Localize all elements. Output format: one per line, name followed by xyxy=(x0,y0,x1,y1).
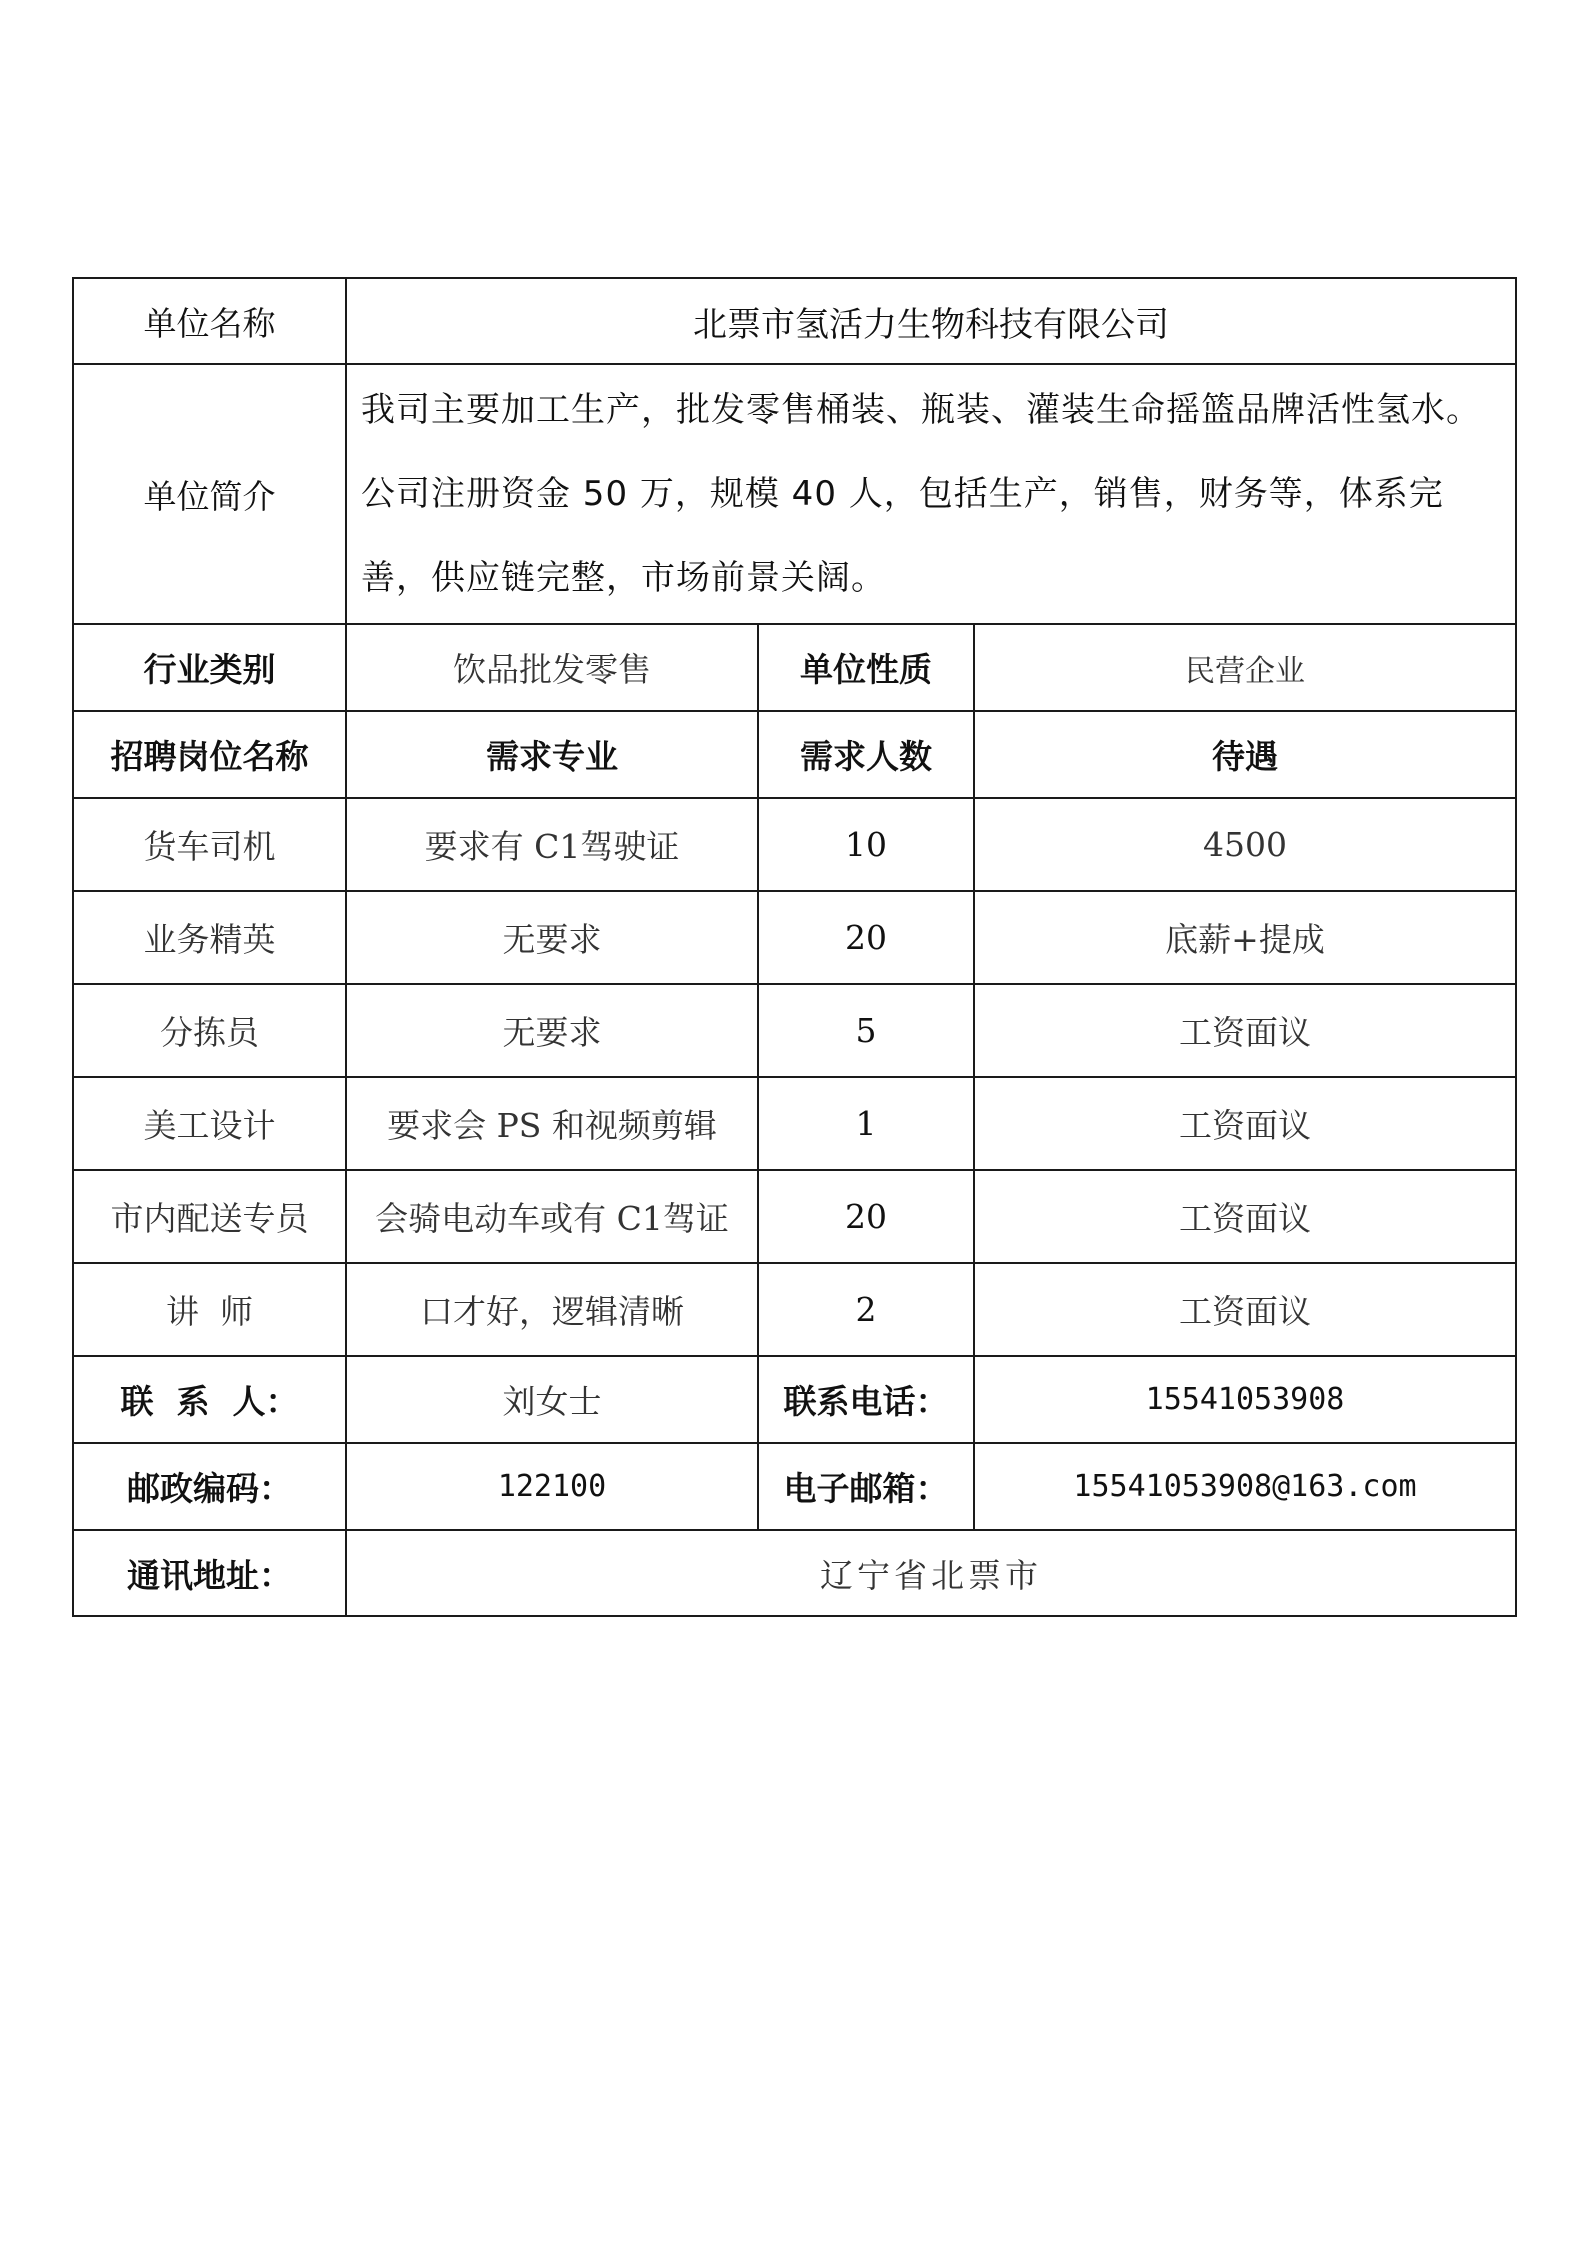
job-count: 5 xyxy=(758,984,974,1077)
company-intro-label: 单位简介 xyxy=(73,364,346,624)
job-count: 10 xyxy=(758,798,974,891)
company-name-row xyxy=(73,278,1516,364)
job-major: 无要求 xyxy=(346,984,758,1077)
job-pay: 工资面议 xyxy=(974,1263,1516,1356)
contact-person-value: 刘女士 xyxy=(346,1356,758,1443)
industry-value: 饮品批发零售 xyxy=(346,624,758,711)
email-value: 15541053908@163.com xyxy=(974,1443,1516,1530)
job-title: 分拣员 xyxy=(73,984,346,1077)
postcode-label: 邮政编码： xyxy=(73,1443,346,1530)
job-row xyxy=(73,984,1516,1077)
address-value: 辽宁省北票市 xyxy=(346,1530,1516,1616)
job-title-header: 招聘岗位名称 xyxy=(73,711,346,798)
company-intro-row xyxy=(73,364,1516,624)
job-title: 讲 师 xyxy=(73,1263,346,1356)
job-title: 业务精英 xyxy=(73,891,346,984)
job-count: 1 xyxy=(758,1077,974,1170)
company-name-label: 单位名称 xyxy=(73,278,346,364)
job-major: 要求有 C1驾驶证 xyxy=(346,798,758,891)
job-pay: 4500 xyxy=(974,798,1516,891)
job-pay: 工资面议 xyxy=(974,1077,1516,1170)
company-name-value: 北票市氢活力生物科技有限公司 xyxy=(346,278,1516,364)
email-label: 电子邮箱： xyxy=(758,1443,974,1530)
job-title: 货车司机 xyxy=(73,798,346,891)
job-row xyxy=(73,1170,1516,1263)
industry-label: 行业类别 xyxy=(73,624,346,711)
nature-value: 民营企业 xyxy=(974,624,1516,711)
job-major: 要求会 PS 和视频剪辑 xyxy=(346,1077,758,1170)
contact-phone-value: 15541053908 xyxy=(974,1356,1516,1443)
address-row xyxy=(73,1530,1516,1616)
job-major: 无要求 xyxy=(346,891,758,984)
job-pay: 工资面议 xyxy=(974,984,1516,1077)
job-title: 美工设计 xyxy=(73,1077,346,1170)
address-label: 通讯地址： xyxy=(73,1530,346,1616)
recruitment-info-table xyxy=(72,277,1517,1617)
company-intro-value: 我司主要加工生产，批发零售桶装、瓶装、灌装生命摇篮品牌活性氢水。公司注册资金 50 万，规模 40 人，包括生产，销售，财务等，体系完善，供应链完整，市场前景关阔。 xyxy=(346,364,1516,624)
contact-person-label: 联 系 人： xyxy=(73,1356,346,1443)
job-row xyxy=(73,1263,1516,1356)
jobs-header-row xyxy=(73,711,1516,798)
industry-row xyxy=(73,624,1516,711)
postcode-value: 122100 xyxy=(346,1443,758,1530)
job-pay-header: 待遇 xyxy=(974,711,1516,798)
job-major: 会骑电动车或有 C1驾证 xyxy=(346,1170,758,1263)
contact-phone-label: 联系电话： xyxy=(758,1356,974,1443)
job-major-header: 需求专业 xyxy=(346,711,758,798)
contact-person-row xyxy=(73,1356,1516,1443)
job-row xyxy=(73,891,1516,984)
job-pay: 底薪+提成 xyxy=(974,891,1516,984)
nature-label: 单位性质 xyxy=(758,624,974,711)
job-row xyxy=(73,798,1516,891)
job-count: 20 xyxy=(758,1170,974,1263)
job-title: 市内配送专员 xyxy=(73,1170,346,1263)
job-major: 口才好，逻辑清晰 xyxy=(346,1263,758,1356)
job-count-header: 需求人数 xyxy=(758,711,974,798)
job-row xyxy=(73,1077,1516,1170)
job-pay: 工资面议 xyxy=(974,1170,1516,1263)
job-count: 2 xyxy=(758,1263,974,1356)
postcode-row xyxy=(73,1443,1516,1530)
job-count: 20 xyxy=(758,891,974,984)
